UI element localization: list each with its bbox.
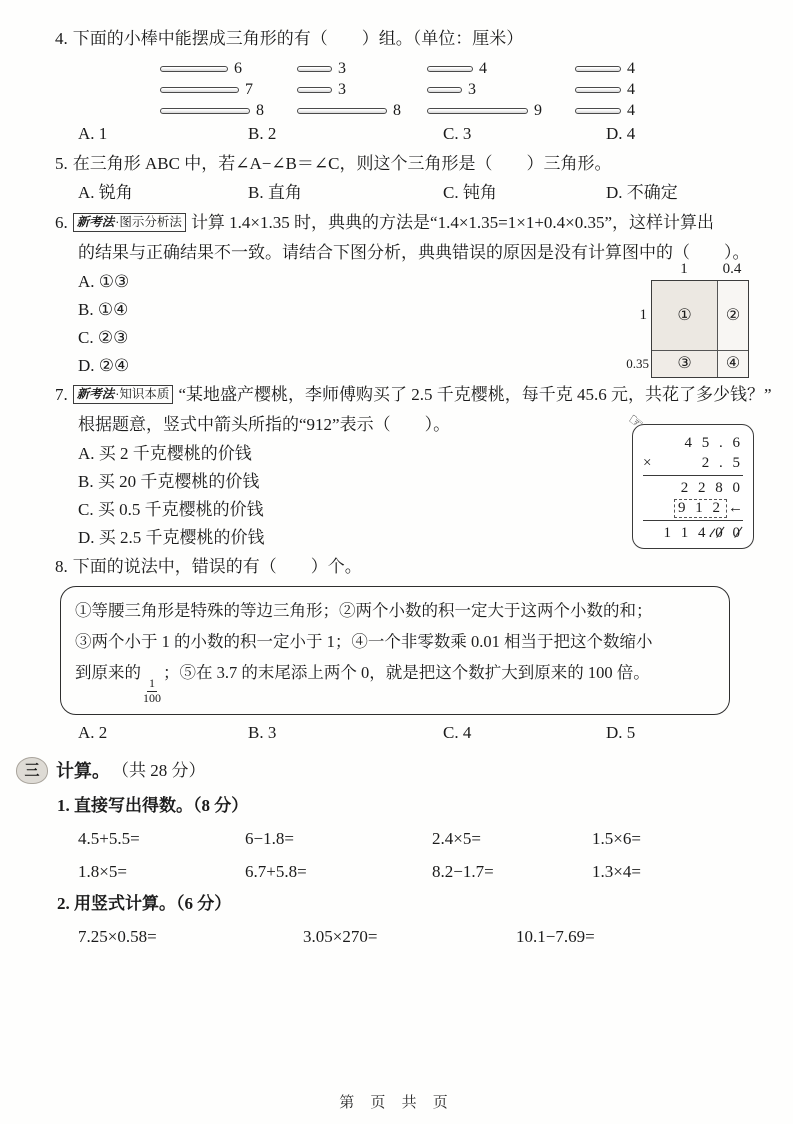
- page-footer: 第 页 共 页: [339, 1094, 454, 1111]
- statements-box: [60, 586, 730, 715]
- statement-line-2: ③两个小于 1 的小数的积一定小于 1；④一个非零数乘 0.01 相当于把这个数缩小: [75, 632, 653, 651]
- question-5: [0, 149, 793, 179]
- expression: 8.2−1.7=: [432, 861, 494, 881]
- option-b: B. ①④: [78, 300, 129, 319]
- option-b: B. 直角: [248, 183, 302, 202]
- expression: 6.7+5.8=: [245, 861, 307, 881]
- badge-bold-text: 新考法: [76, 215, 115, 229]
- section-three-badge-icon: 三: [16, 757, 48, 784]
- section-score: （共 28 分）: [112, 760, 206, 780]
- fraction-denominator: 100: [143, 690, 161, 705]
- question-6-line1: [0, 208, 793, 238]
- question-7-line1: [0, 380, 793, 410]
- question-6-line2: 的结果与正确结果不一致。请结合下图分析，典典错误的原因是没有计算图中的（ ）。: [78, 243, 750, 262]
- expression: 1.5×6=: [592, 828, 641, 848]
- statement-line-3: [75, 657, 715, 706]
- option-c: C. ②③: [78, 328, 129, 347]
- stick-length-label: 6: [234, 59, 242, 77]
- stick-row: [575, 58, 635, 79]
- stick-row: [297, 100, 401, 121]
- stick-length-label: 7: [245, 80, 253, 98]
- times-sign: ×: [643, 455, 655, 471]
- mental-math-row-2: [0, 855, 793, 888]
- option-c: C. 4: [443, 722, 472, 742]
- question-6-number: 6.: [55, 213, 68, 232]
- diagram-cell-1: ①: [652, 281, 718, 351]
- stick-row: [427, 79, 542, 100]
- highlighted-912: 9 1 2: [674, 499, 727, 518]
- new-method-badge: [73, 213, 186, 232]
- option-b: B. 买 20 千克樱桃的价钱: [78, 472, 260, 491]
- stick-bar: [427, 108, 528, 114]
- option-d: D. 4: [606, 124, 636, 143]
- question-8: [0, 552, 793, 582]
- fraction-numerator: 1: [149, 676, 155, 690]
- top-label-04: 0.4: [722, 261, 742, 277]
- stick-bar: [427, 66, 473, 72]
- stick-group-2: [297, 58, 401, 121]
- question-8-number: 8.: [55, 557, 68, 576]
- stick-length-label: 3: [468, 80, 476, 98]
- option-a: A. ①③: [78, 272, 130, 291]
- fraction-1-100: [143, 677, 161, 706]
- question-5-text: 在三角形 ABC 中，若∠A−∠B＝∠C，则这个三角形是（ ）三角形。: [72, 154, 612, 173]
- stick-length-label: 8: [393, 101, 401, 119]
- stick-bar: [575, 66, 621, 72]
- question-7: [0, 380, 793, 552]
- option-a: A. 锐角: [78, 183, 133, 202]
- column-method-row: [0, 920, 793, 953]
- section-three-heading: [16, 756, 793, 786]
- line3-post: ；⑤在 3.7 的末尾添上两个 0，就是把这个数扩大到原来的 100 倍。: [163, 663, 650, 682]
- option-c: C. 3: [443, 124, 472, 143]
- stick-row: [575, 79, 635, 100]
- question-4-text: 下面的小棒中能摆成三角形的有（ ）组。（单位：厘米）: [72, 29, 524, 48]
- stick-diagram: [0, 58, 793, 120]
- multiplier-row: [643, 453, 743, 476]
- option-a: A. 1: [78, 124, 108, 143]
- stick-row: [160, 100, 264, 121]
- stick-length-label: 9: [534, 101, 542, 119]
- stick-row: [575, 100, 635, 121]
- diagram-grid: [651, 280, 749, 378]
- question-5-options: [0, 179, 793, 206]
- hand-pointer-icon: ☞: [624, 409, 648, 434]
- multiplicand-row: 4 5 . 6: [684, 435, 743, 451]
- question-4: [0, 24, 793, 54]
- stick-row: [160, 79, 264, 100]
- stick-bar: [297, 87, 332, 93]
- expression: 2.4×5=: [432, 828, 481, 848]
- new-method-badge: [73, 385, 174, 404]
- question-7-text1: “某地盛产樱桃，李师傅购买了 2.5 千克樱桃，每千克 45.6 元，共花了多少钱？”: [178, 385, 772, 404]
- stick-length-label: 4: [479, 59, 487, 77]
- badge-rest-text: ·图示分析法: [115, 215, 182, 229]
- question-8-text: 下面的说法中，错误的有（ ）个。: [72, 557, 362, 576]
- arrow-icon: ←: [728, 500, 743, 516]
- diagram-cell-4: ④: [718, 351, 748, 377]
- left-label-035: 0.35: [626, 355, 649, 371]
- stick-group-4: [575, 58, 635, 121]
- question-6: [0, 208, 793, 380]
- diagram-cell-3: ③: [652, 351, 718, 377]
- option-d: D. ②④: [78, 356, 130, 375]
- stick-bar: [160, 66, 228, 72]
- option-c: C. 钝角: [443, 183, 497, 202]
- section-title: 计算。: [56, 760, 110, 781]
- expression: 1.3×4=: [592, 861, 641, 881]
- expression: 4.5+5.5=: [78, 828, 140, 848]
- option-d: D. 买 2.5 千克樱桃的价钱: [78, 528, 265, 547]
- question-4-number: 4.: [55, 29, 68, 48]
- option-a: A. 买 2 千克樱桃的价钱: [78, 444, 252, 463]
- result-digits: 1 1 4: [663, 525, 709, 541]
- expression: 3.05×270=: [303, 926, 378, 946]
- question-7-line2: 根据题意，竖式中箭头所指的“912”表示（ ）。: [78, 415, 451, 434]
- stick-length-label: 4: [627, 59, 635, 77]
- struck-zero: 0: [732, 525, 743, 541]
- question-7-number: 7.: [55, 385, 68, 404]
- partial-product-2-row: [643, 499, 743, 518]
- question-4-options: [0, 120, 793, 147]
- option-b: B. 3: [248, 722, 277, 742]
- stick-row: [160, 58, 264, 79]
- struck-decimal-point: .: [708, 525, 716, 541]
- question-6-text1: 计算 1.4×1.35 时，典典的方法是“1.4×1.35=1×1+0.4×0.35”，这样计算出: [190, 213, 715, 232]
- stick-bar: [160, 108, 250, 114]
- left-label-1: 1: [639, 306, 647, 323]
- partial-product-1: 2 2 8 0: [680, 480, 743, 496]
- stick-bar: [297, 66, 332, 72]
- option-a: A. 2: [78, 722, 108, 742]
- result-row: [643, 520, 743, 543]
- area-model-diagram: [624, 262, 749, 378]
- expression: 10.1−7.69=: [516, 926, 595, 946]
- statement-line-1: ①等腰三角形是特殊的等边三角形；②两个小数的积一定大于这两个小数的和；: [75, 601, 653, 620]
- option-d: D. 不确定: [606, 183, 678, 202]
- diagram-top-labels: [651, 262, 749, 277]
- subsection-2-title: 2. 用竖式计算。（6 分）: [57, 893, 232, 913]
- diagram-left-labels: [624, 280, 651, 378]
- stick-length-label: 3: [338, 80, 346, 98]
- stick-length-label: 3: [338, 59, 346, 77]
- stick-group-3: [427, 58, 542, 121]
- vertical-calculation-box: [624, 409, 754, 549]
- stick-group-1: [160, 58, 264, 121]
- expression: 6−1.8=: [245, 828, 294, 848]
- question-8-options: [0, 719, 793, 746]
- multiplier-value: 2 . 5: [701, 455, 743, 471]
- stick-row: [297, 79, 401, 100]
- top-label-1: 1: [680, 261, 688, 277]
- stick-length-label: 8: [256, 101, 264, 119]
- stick-bar: [575, 108, 621, 114]
- struck-zero: 0: [715, 525, 726, 541]
- badge-bold-text: 新考法: [76, 387, 115, 401]
- stick-bar: [160, 87, 239, 93]
- badge-rest-text: ·知识本质: [115, 387, 170, 401]
- expression: 7.25×0.58=: [78, 926, 157, 946]
- stick-row: [297, 58, 401, 79]
- stick-row: [427, 58, 542, 79]
- stick-length-label: 4: [627, 80, 635, 98]
- option-b: B. 2: [248, 124, 277, 143]
- stick-row: [427, 100, 542, 121]
- option-c: C. 买 0.5 千克樱桃的价钱: [78, 500, 264, 519]
- stick-bar: [575, 87, 621, 93]
- mental-math-row-1: [0, 822, 793, 855]
- option-d: D. 5: [606, 722, 636, 742]
- subsection-1-title: 1. 直接写出得数。（8 分）: [57, 795, 249, 815]
- stick-bar: [427, 87, 462, 93]
- expression: 1.8×5=: [78, 861, 127, 881]
- question-5-number: 5.: [55, 154, 68, 173]
- stick-bar: [297, 108, 387, 114]
- diagram-cell-2: ②: [718, 281, 748, 351]
- stick-length-label: 4: [627, 101, 635, 119]
- line3-pre: 到原来的: [75, 663, 141, 682]
